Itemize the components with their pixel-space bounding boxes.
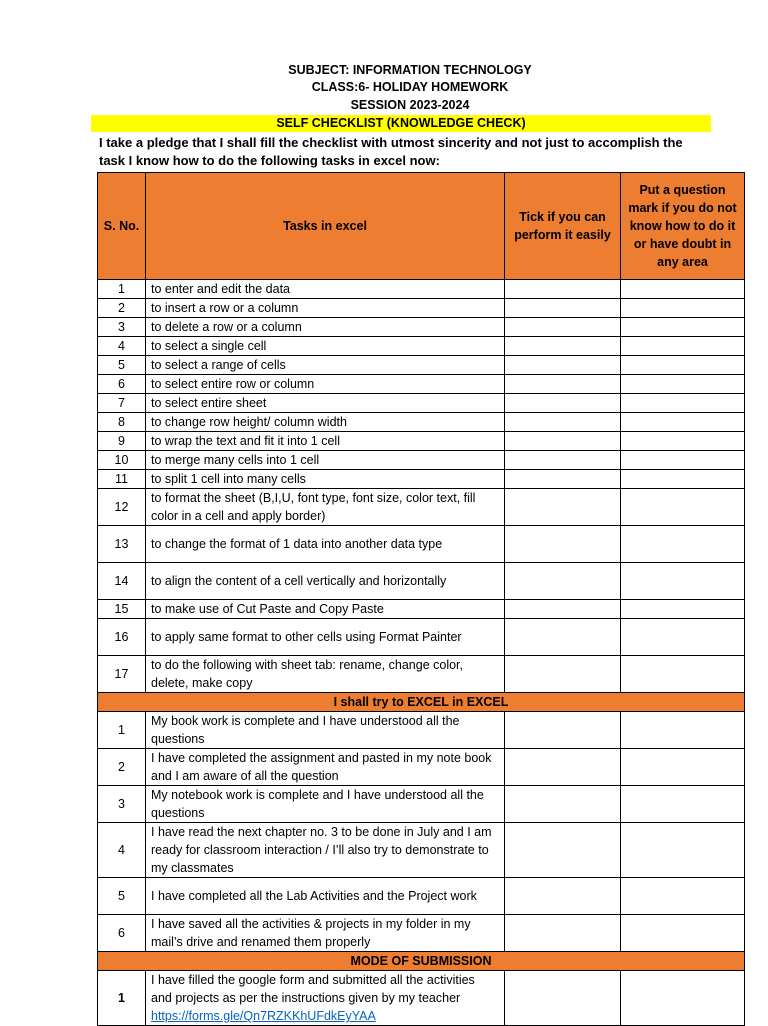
submission-instruction: I have filled the google form and submitted all the activities and projects as per the instructions given by my teacher [151, 973, 475, 1005]
row-number: 4 [98, 823, 146, 878]
row-number: 3 [98, 318, 146, 337]
row-number: 15 [98, 600, 146, 619]
row-text: to insert a row or a column [146, 299, 505, 318]
section-row [98, 952, 745, 971]
row-number: 6 [98, 375, 146, 394]
question-cell[interactable] [621, 489, 745, 526]
table-row [98, 786, 745, 823]
tick-cell[interactable] [505, 823, 621, 878]
row-text: to select entire sheet [146, 394, 505, 413]
table-row [98, 600, 745, 619]
row-text: to apply same format to other cells using Format Painter [146, 619, 505, 656]
section-row [98, 693, 745, 712]
checklist-table [97, 172, 745, 1026]
question-cell[interactable] [621, 656, 745, 693]
question-cell[interactable] [621, 470, 745, 489]
row-text: to wrap the text and fit it into 1 cell [146, 432, 505, 451]
question-cell[interactable] [621, 971, 745, 1026]
question-cell[interactable] [621, 712, 745, 749]
tick-cell[interactable] [505, 489, 621, 526]
row-text: My notebook work is complete and I have understood all the questions [146, 786, 505, 823]
tick-cell[interactable] [505, 394, 621, 413]
row-number: 7 [98, 394, 146, 413]
pledge-line-1: I take a pledge that I shall fill the checklist with utmost sincerity and not just to accomplish the [99, 135, 683, 150]
table-row [98, 318, 745, 337]
row-number: 5 [98, 356, 146, 375]
question-cell[interactable] [621, 432, 745, 451]
question-cell[interactable] [621, 563, 745, 600]
table-row [98, 280, 745, 299]
tick-cell[interactable] [505, 915, 621, 952]
tick-cell[interactable] [505, 280, 621, 299]
table-row [98, 337, 745, 356]
subject-heading: SUBJECT: INFORMATION TECHNOLOGY [288, 63, 532, 77]
table-row [98, 656, 745, 693]
row-number: 1 [98, 280, 146, 299]
table-row [98, 489, 745, 526]
tick-cell[interactable] [505, 470, 621, 489]
table-row [98, 451, 745, 470]
checklist-title: SELF CHECKLIST (KNOWLEDGE CHECK) [91, 115, 711, 132]
tick-cell[interactable] [505, 375, 621, 394]
question-cell[interactable] [621, 878, 745, 915]
row-text: to split 1 cell into many cells [146, 470, 505, 489]
row-text: I have completed the assignment and pasted in my note book and I am aware of all the question [146, 749, 505, 786]
question-cell[interactable] [621, 280, 745, 299]
class-heading: CLASS:6- HOLIDAY HOMEWORK [311, 80, 509, 94]
row-number: 11 [98, 470, 146, 489]
question-cell[interactable] [621, 600, 745, 619]
row-number: 6 [98, 915, 146, 952]
section-title-excel: I shall try to EXCEL in EXCEL [98, 693, 745, 712]
tick-cell[interactable] [505, 712, 621, 749]
tick-cell[interactable] [505, 600, 621, 619]
row-number: 16 [98, 619, 146, 656]
tick-cell[interactable] [505, 971, 621, 1026]
row-number: 17 [98, 656, 146, 693]
table-row [98, 749, 745, 786]
tick-cell[interactable] [505, 878, 621, 915]
row-text: I have saved all the activities & projects in my folder in my mail’s drive and renamed them properly [146, 915, 505, 952]
row-number: 2 [98, 749, 146, 786]
tick-cell[interactable] [505, 451, 621, 470]
row-text: to merge many cells into 1 cell [146, 451, 505, 470]
row-text: to do the following with sheet tab: rename, change color, delete, make copy [146, 656, 505, 693]
row-text: I have read the next chapter no. 3 to be done in July and I am ready for classroom interaction / I’ll also try to demonstrate to my classmates [146, 823, 505, 878]
tick-cell[interactable] [505, 432, 621, 451]
col-header-task: Tasks in excel [146, 173, 505, 280]
table-row [98, 413, 745, 432]
row-text: I have completed all the Lab Activities and the Project work [146, 878, 505, 915]
col-header-sno: S. No. [98, 173, 146, 280]
table-row [98, 356, 745, 375]
table-row [98, 375, 745, 394]
row-number: 10 [98, 451, 146, 470]
row-number: 5 [98, 878, 146, 915]
question-cell[interactable] [621, 375, 745, 394]
google-form-link[interactable]: https://forms.gle/Qn7RZKKhUFdkEyYAA [151, 1009, 376, 1023]
question-cell[interactable] [621, 915, 745, 952]
row-text: to select a single cell [146, 337, 505, 356]
row-number: 1 [98, 971, 146, 1026]
tick-cell[interactable] [505, 337, 621, 356]
question-cell[interactable] [621, 619, 745, 656]
row-number: 1 [98, 712, 146, 749]
row-text: to format the sheet (B,I,U, font type, font size, color text, fill color in a cell and apply border) [146, 489, 505, 526]
row-text: to select entire row or column [146, 375, 505, 394]
question-cell[interactable] [621, 786, 745, 823]
table-row [98, 563, 745, 600]
row-number: 3 [98, 786, 146, 823]
table-row [98, 878, 745, 915]
question-cell[interactable] [621, 823, 745, 878]
table-row [98, 526, 745, 563]
table-row [98, 823, 745, 878]
table-row [98, 394, 745, 413]
question-cell[interactable] [621, 356, 745, 375]
tick-cell[interactable] [505, 749, 621, 786]
tick-cell[interactable] [505, 526, 621, 563]
tick-cell[interactable] [505, 356, 621, 375]
row-number: 13 [98, 526, 146, 563]
row-text: to enter and edit the data [146, 280, 505, 299]
tick-cell[interactable] [505, 318, 621, 337]
row-number: 8 [98, 413, 146, 432]
row-text: to change the format of 1 data into another data type [146, 526, 505, 563]
row-text: to delete a row or a column [146, 318, 505, 337]
col-header-tick: Tick if you can perform it easily [505, 173, 621, 280]
question-cell[interactable] [621, 451, 745, 470]
table-row [98, 971, 745, 1026]
pledge-line-2: task I know how to do the following tasks in excel now: [99, 153, 440, 168]
question-cell[interactable] [621, 526, 745, 563]
row-number: 4 [98, 337, 146, 356]
section-title-submission: MODE OF SUBMISSION [98, 952, 745, 971]
question-cell[interactable] [621, 299, 745, 318]
tick-cell[interactable] [505, 563, 621, 600]
row-number: 9 [98, 432, 146, 451]
table-row [98, 432, 745, 451]
question-cell[interactable] [621, 337, 745, 356]
pledge-text [99, 134, 739, 170]
row-number: 12 [98, 489, 146, 526]
table-row [98, 712, 745, 749]
table-row [98, 619, 745, 656]
table-header-row [98, 173, 745, 280]
submission-text [146, 971, 505, 1026]
question-cell[interactable] [621, 413, 745, 432]
tick-cell[interactable] [505, 299, 621, 318]
question-cell[interactable] [621, 749, 745, 786]
row-text: to change row height/ column width [146, 413, 505, 432]
row-number: 14 [98, 563, 146, 600]
question-cell[interactable] [621, 318, 745, 337]
col-header-question: Put a question mark if you do not know how to do it or have doubt in any area [621, 173, 745, 280]
tick-cell[interactable] [505, 413, 621, 432]
table-row [98, 470, 745, 489]
row-text: to align the content of a cell vertically and horizontally [146, 563, 505, 600]
table-row [98, 915, 745, 952]
row-text: to select a range of cells [146, 356, 505, 375]
tick-cell[interactable] [505, 786, 621, 823]
row-text: My book work is complete and I have understood all the questions [146, 712, 505, 749]
question-cell[interactable] [621, 394, 745, 413]
tick-cell[interactable] [505, 619, 621, 656]
row-number: 2 [98, 299, 146, 318]
table-row [98, 299, 745, 318]
tick-cell[interactable] [505, 656, 621, 693]
session-heading: SESSION 2023-2024 [350, 98, 470, 112]
row-text: to make use of Cut Paste and Copy Paste [146, 600, 505, 619]
